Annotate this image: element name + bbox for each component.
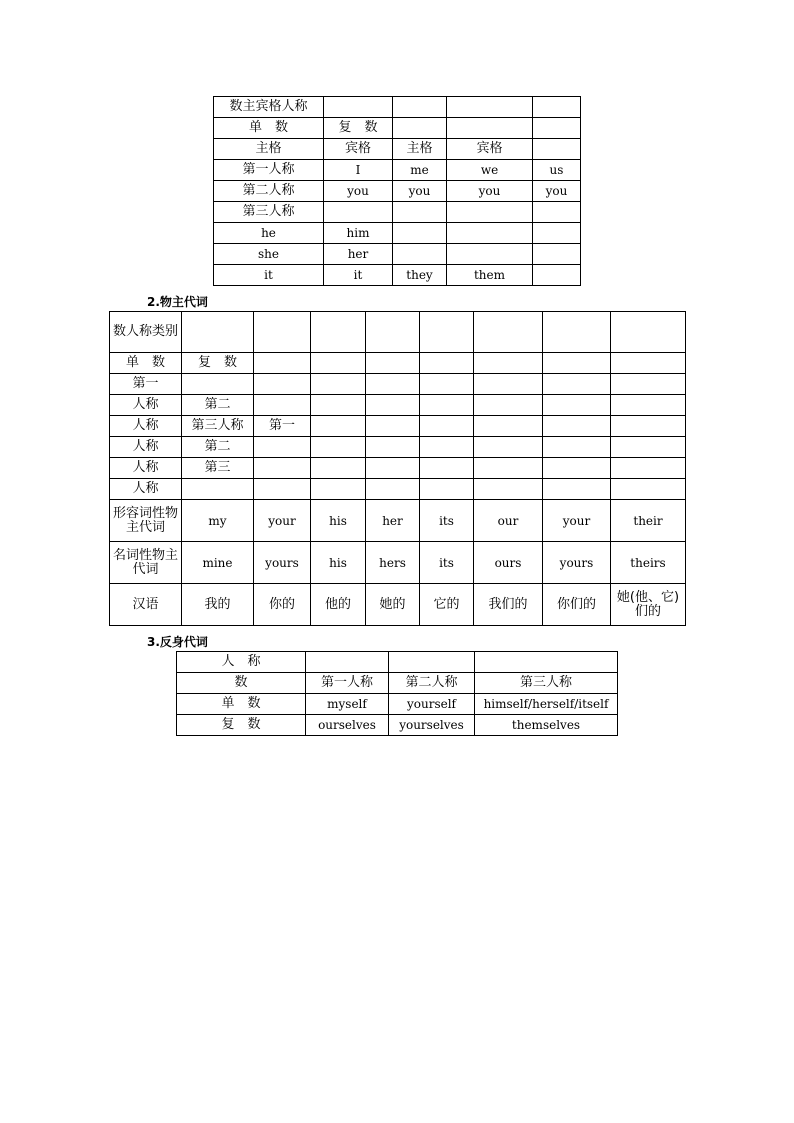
- table-cell: [366, 312, 420, 353]
- table-cell: yourself: [389, 694, 475, 715]
- table-cell: 第三: [182, 458, 254, 479]
- table-cell: [533, 139, 581, 160]
- table-row: [110, 353, 686, 374]
- table-row: [110, 458, 686, 479]
- table-cell: its: [420, 500, 474, 542]
- table-cell: 形容词性物主代词: [110, 500, 182, 542]
- table-cell: it: [214, 265, 324, 286]
- table-cell: [611, 353, 686, 374]
- table-cell: [543, 353, 611, 374]
- table-cell: you: [393, 181, 447, 202]
- table-cell: themselves: [475, 715, 618, 736]
- table-cell: them: [447, 265, 533, 286]
- table-cell: 数主宾格人称: [214, 97, 324, 118]
- table-cell: [533, 118, 581, 139]
- table-cell: [393, 223, 447, 244]
- table-cell: 名词性物主代词: [110, 542, 182, 584]
- table-cell: [474, 353, 543, 374]
- reflexive-pronoun-table: [176, 651, 618, 736]
- personal-pronoun-table: [213, 96, 581, 286]
- table-cell: [543, 458, 611, 479]
- table-cell: [254, 458, 311, 479]
- table-cell: [254, 374, 311, 395]
- table-cell: 第二人称: [214, 181, 324, 202]
- table-cell: she: [214, 244, 324, 265]
- table-cell: [611, 312, 686, 353]
- table-row: [110, 312, 686, 353]
- table-cell: [366, 374, 420, 395]
- table-cell: [420, 312, 474, 353]
- possessive-pronoun-table: [109, 311, 686, 626]
- table-cell: [311, 374, 366, 395]
- table-cell: 单 数: [110, 353, 182, 374]
- table-cell: his: [311, 542, 366, 584]
- table-cell: your: [543, 500, 611, 542]
- table-cell: 人称: [110, 437, 182, 458]
- table-cell: [366, 353, 420, 374]
- table-cell: he: [214, 223, 324, 244]
- table-cell: him: [324, 223, 393, 244]
- table-cell: 第三人称: [214, 202, 324, 223]
- table-cell: [474, 416, 543, 437]
- table-cell: [611, 374, 686, 395]
- table-cell: me: [393, 160, 447, 181]
- table-cell: theirs: [611, 542, 686, 584]
- table-cell: mine: [182, 542, 254, 584]
- reflexive-pronoun-heading: 3.反身代词: [147, 635, 208, 649]
- table-cell: hers: [366, 542, 420, 584]
- table-cell: you: [324, 181, 393, 202]
- table-cell: 人称: [110, 458, 182, 479]
- table-cell: [447, 223, 533, 244]
- table-cell: ours: [474, 542, 543, 584]
- table-row: [177, 673, 618, 694]
- possessive-pronoun-heading: 2.物主代词: [147, 295, 208, 309]
- table-cell: 单 数: [177, 694, 306, 715]
- table-cell: your: [254, 500, 311, 542]
- table-cell: 第一人称: [306, 673, 389, 694]
- table-cell: 你们的: [543, 584, 611, 626]
- table-cell: 主格: [214, 139, 324, 160]
- table-cell: 我的: [182, 584, 254, 626]
- table-cell: [533, 265, 581, 286]
- table-cell: 数人称类别: [110, 312, 182, 353]
- table-cell: 我们的: [474, 584, 543, 626]
- table-cell: 人称: [110, 479, 182, 500]
- table-cell: [311, 416, 366, 437]
- table-row: [110, 479, 686, 500]
- table-row: [214, 160, 581, 181]
- table-cell: we: [447, 160, 533, 181]
- table-cell: 复 数: [177, 715, 306, 736]
- table-cell: our: [474, 500, 543, 542]
- table-cell: [533, 202, 581, 223]
- table-cell: it: [324, 265, 393, 286]
- table-cell: yours: [543, 542, 611, 584]
- table-cell: [611, 458, 686, 479]
- table-row: [110, 395, 686, 416]
- table-cell: [254, 312, 311, 353]
- table-cell: 数: [177, 673, 306, 694]
- table-cell: [533, 244, 581, 265]
- table-cell: [543, 395, 611, 416]
- table-cell: [393, 97, 447, 118]
- table-cell: [324, 97, 393, 118]
- table-cell: my: [182, 500, 254, 542]
- table-cell: [447, 118, 533, 139]
- table-cell: 第二人称: [389, 673, 475, 694]
- table-cell: [543, 312, 611, 353]
- table-cell: 宾格: [447, 139, 533, 160]
- table-row: [214, 265, 581, 286]
- table-row: [110, 500, 686, 542]
- table-row: [214, 202, 581, 223]
- table-cell: 你的: [254, 584, 311, 626]
- table-cell: [182, 374, 254, 395]
- table-cell: 人称: [110, 416, 182, 437]
- table-cell: [447, 244, 533, 265]
- table-cell: [611, 395, 686, 416]
- table-cell: 第一: [110, 374, 182, 395]
- table-cell: [611, 416, 686, 437]
- table-cell: [447, 97, 533, 118]
- table-cell: her: [366, 500, 420, 542]
- table-cell: [324, 202, 393, 223]
- table-cell: they: [393, 265, 447, 286]
- table-cell: its: [420, 542, 474, 584]
- table-cell: [389, 652, 475, 673]
- table-row: [177, 694, 618, 715]
- table-cell: 人称: [110, 395, 182, 416]
- table-cell: [611, 479, 686, 500]
- table-cell: 单 数: [214, 118, 324, 139]
- table-cell: 主格: [393, 139, 447, 160]
- table-row: [214, 118, 581, 139]
- table-cell: yourselves: [389, 715, 475, 736]
- table-cell: 复 数: [182, 353, 254, 374]
- table-cell: you: [447, 181, 533, 202]
- table-cell: 它的: [420, 584, 474, 626]
- table-cell: [475, 652, 618, 673]
- table-cell: 第一人称: [214, 160, 324, 181]
- table-cell: [366, 395, 420, 416]
- table-cell: [366, 437, 420, 458]
- table-cell: [311, 437, 366, 458]
- table-cell: [447, 202, 533, 223]
- table-cell: [420, 416, 474, 437]
- table-cell: her: [324, 244, 393, 265]
- table-cell: [543, 479, 611, 500]
- table-cell: 第一: [254, 416, 311, 437]
- table-cell: [420, 437, 474, 458]
- table-cell: [474, 458, 543, 479]
- table-cell: ourselves: [306, 715, 389, 736]
- table-cell: [474, 312, 543, 353]
- table-cell: himself/herself/itself: [475, 694, 618, 715]
- table-cell: [533, 97, 581, 118]
- table-cell: [420, 353, 474, 374]
- table-cell: [420, 458, 474, 479]
- table-cell: [254, 353, 311, 374]
- table-cell: [311, 395, 366, 416]
- table-row: [214, 139, 581, 160]
- table-row: [110, 584, 686, 626]
- table-row: [110, 542, 686, 584]
- table-cell: their: [611, 500, 686, 542]
- table-cell: 他的: [311, 584, 366, 626]
- table-cell: [306, 652, 389, 673]
- table-cell: 第三人称: [475, 673, 618, 694]
- table-cell: [254, 479, 311, 500]
- table-row: [110, 437, 686, 458]
- table-cell: [366, 458, 420, 479]
- table-cell: [393, 202, 447, 223]
- table-cell: [474, 479, 543, 500]
- table-cell: us: [533, 160, 581, 181]
- table-cell: yours: [254, 542, 311, 584]
- table-cell: 宾格: [324, 139, 393, 160]
- table-cell: 她(他、它)们的: [611, 584, 686, 626]
- table-row: [110, 416, 686, 437]
- table-cell: [474, 437, 543, 458]
- table-cell: 第三人称: [182, 416, 254, 437]
- table-cell: [366, 479, 420, 500]
- table-cell: [474, 395, 543, 416]
- table-cell: [311, 479, 366, 500]
- table-row: [214, 223, 581, 244]
- table-cell: [420, 395, 474, 416]
- table-cell: you: [533, 181, 581, 202]
- table-row: [110, 374, 686, 395]
- table-cell: 复 数: [324, 118, 393, 139]
- table-cell: [311, 312, 366, 353]
- table-cell: [474, 374, 543, 395]
- table-cell: myself: [306, 694, 389, 715]
- table-row: [177, 715, 618, 736]
- table-cell: [182, 312, 254, 353]
- table-cell: [311, 458, 366, 479]
- table-cell: [393, 118, 447, 139]
- table-cell: [420, 479, 474, 500]
- table-cell: [543, 416, 611, 437]
- table-cell: [254, 437, 311, 458]
- table-row: [177, 652, 618, 673]
- table-cell: [533, 223, 581, 244]
- table-cell: 她的: [366, 584, 420, 626]
- table-cell: [254, 395, 311, 416]
- table-row: [214, 97, 581, 118]
- table-cell: [543, 374, 611, 395]
- table-row: [214, 244, 581, 265]
- table-cell: [366, 416, 420, 437]
- table-cell: 人 称: [177, 652, 306, 673]
- table-cell: [311, 353, 366, 374]
- table-cell: [611, 437, 686, 458]
- table-cell: I: [324, 160, 393, 181]
- table-row: [214, 181, 581, 202]
- table-cell: 汉语: [110, 584, 182, 626]
- table-cell: 第二: [182, 395, 254, 416]
- table-cell: [182, 479, 254, 500]
- table-cell: his: [311, 500, 366, 542]
- table-cell: 第二: [182, 437, 254, 458]
- table-cell: [393, 244, 447, 265]
- table-cell: [543, 437, 611, 458]
- table-cell: [420, 374, 474, 395]
